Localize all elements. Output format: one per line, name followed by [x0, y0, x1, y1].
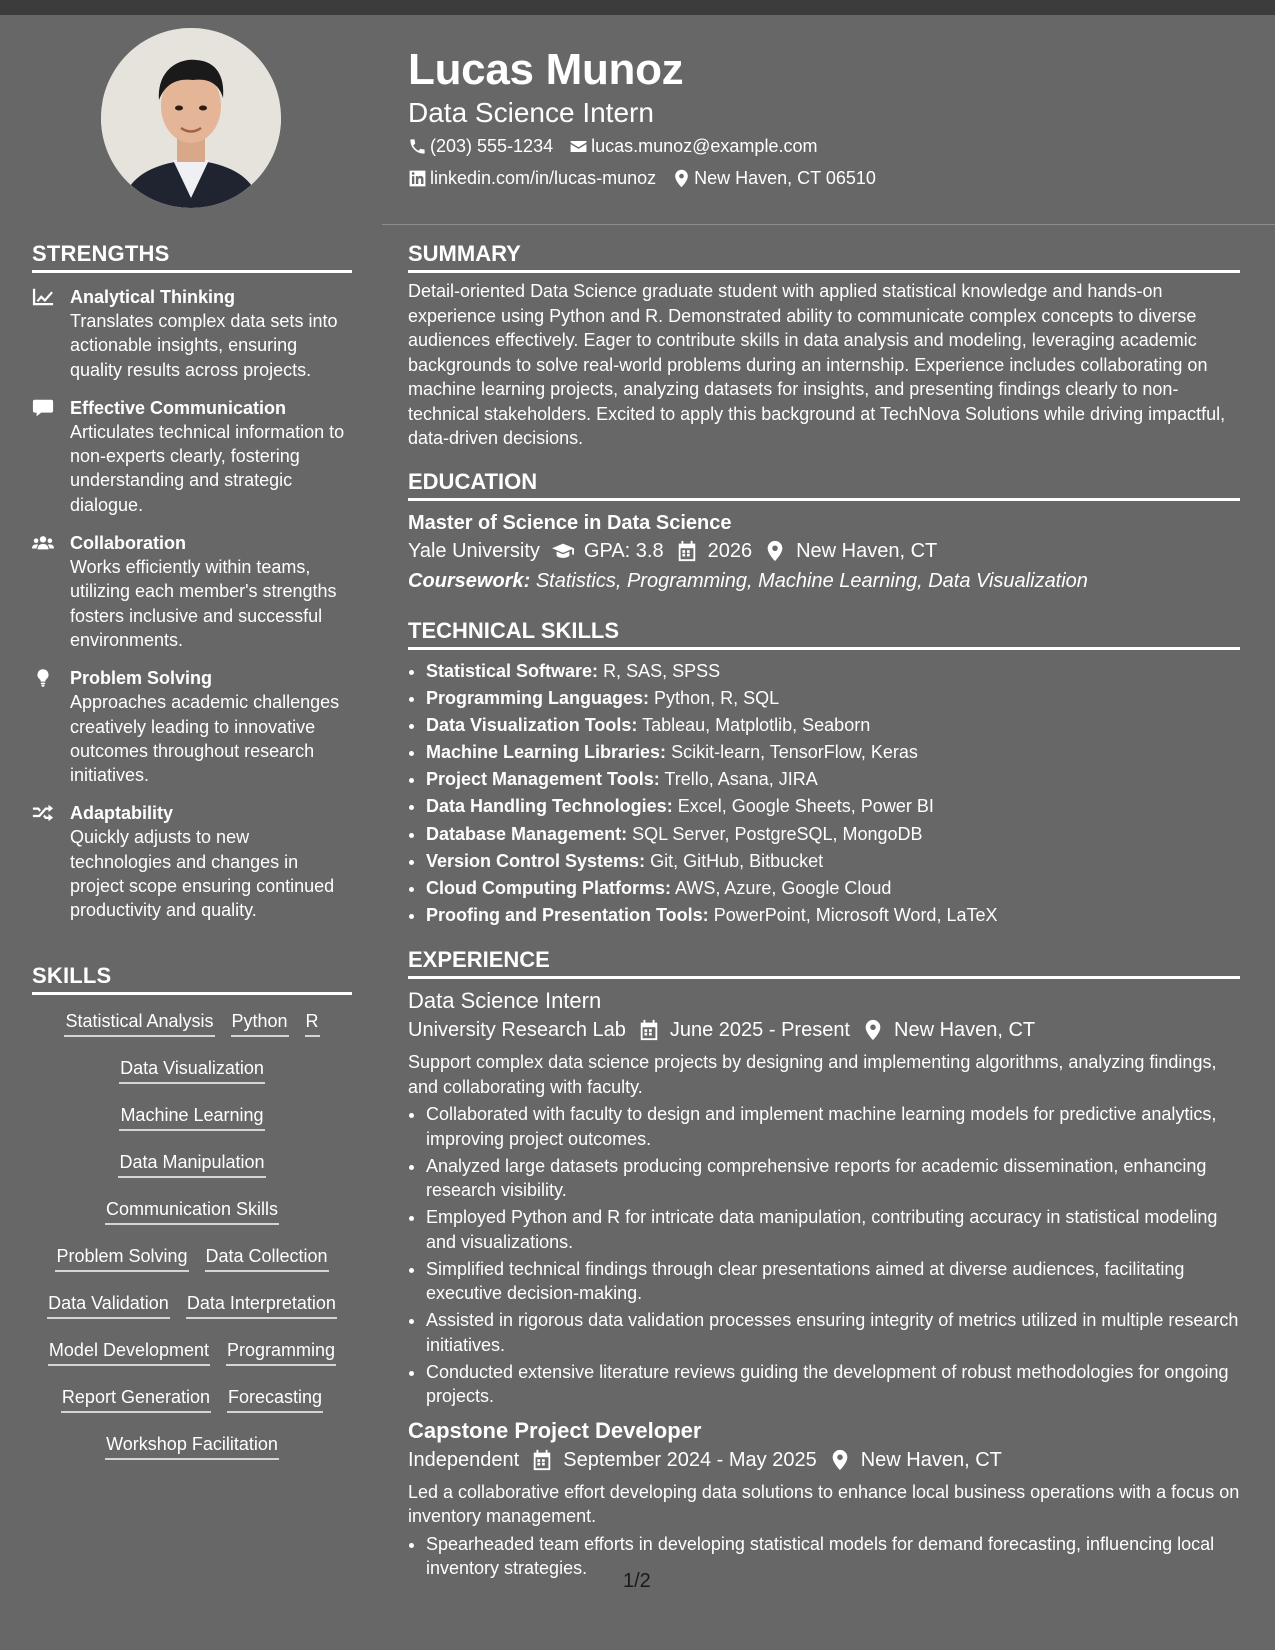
skill-label: Proofing and Presentation Tools:	[426, 904, 709, 925]
linkedin-text[interactable]: linkedin.com/in/lucas-munoz	[430, 168, 657, 188]
skill-chip: Problem Solving	[55, 1244, 188, 1272]
skill-chip: Statistical Analysis	[64, 1009, 214, 1037]
experience-heading: EXPERIENCE	[408, 947, 1240, 979]
skill-value: AWS, Azure, Google Cloud	[675, 877, 892, 898]
lightbulb-icon	[32, 666, 70, 787]
school-text: Yale University	[408, 540, 540, 562]
skill-chip: Machine Learning	[119, 1103, 264, 1131]
strength-item	[32, 666, 352, 787]
skill-value: Tableau, Matplotlib, Seaborn	[642, 715, 871, 736]
email-text[interactable]: lucas.munoz@example.com	[591, 136, 818, 156]
contact-row	[408, 162, 1228, 194]
skill-chip: Programming	[226, 1338, 336, 1366]
strength-item	[32, 531, 352, 652]
list-item	[426, 875, 1240, 902]
skills-heading: SKILLS	[32, 963, 352, 995]
location-text: New Haven, CT	[860, 1448, 1002, 1471]
coursework-label: Coursework:	[408, 570, 531, 592]
graduation-year	[676, 536, 753, 566]
job-entry	[408, 1417, 1240, 1581]
list-item: • Simplified technical findings through clear presentations aimed at diverse audiences, facilitating executive decision-making.	[426, 1257, 1240, 1306]
job-meta	[408, 1015, 1240, 1045]
location-text: New Haven, CT	[796, 540, 938, 562]
phone-icon	[408, 137, 427, 156]
job-entry	[408, 987, 1240, 1409]
list-item	[426, 658, 1240, 685]
linkedin-icon	[408, 169, 427, 188]
list-item: • Spearheaded team efforts in developing statistical models for demand forecasting, influencing local inventory strategies.	[426, 1532, 1240, 1581]
skill-value: SQL Server, PostgreSQL, MongoDB	[632, 823, 923, 844]
phone-contact	[408, 130, 553, 162]
degree-title: Master of Science in Data Science	[408, 512, 732, 534]
list-item	[426, 902, 1240, 929]
education-location	[764, 536, 937, 566]
strength-description: Works efficiently within teams, utilizing each member's strengths fosters inclusive and successful environments.	[70, 557, 337, 650]
list-item	[426, 739, 1240, 766]
technical-skills-section	[408, 618, 1240, 929]
dates-text: June 2025 - Present	[669, 1019, 850, 1041]
skill-label: Machine Learning Libraries:	[426, 742, 667, 763]
job-bullets	[408, 1102, 1240, 1409]
location-contact	[672, 162, 876, 194]
calendar-icon	[531, 1449, 553, 1471]
strengths-heading: STRENGTHS	[32, 241, 352, 273]
skill-chip: Report Generation	[61, 1385, 211, 1413]
contact-row	[408, 130, 1228, 162]
strength-item	[32, 801, 352, 922]
calendar-icon	[676, 540, 698, 562]
list-item	[426, 685, 1240, 712]
top-bar	[0, 0, 1275, 15]
strength-title: Analytical Thinking	[70, 287, 236, 307]
list-item	[426, 712, 1240, 739]
job-bullets	[408, 1532, 1240, 1581]
skill-label: Cloud Computing Platforms:	[426, 877, 671, 898]
linkedin-contact[interactable]	[408, 162, 656, 194]
job-title: Data Science Intern	[408, 988, 602, 1013]
email-contact[interactable]	[569, 130, 817, 162]
map-pin-icon	[672, 169, 691, 188]
map-pin-icon	[829, 1449, 851, 1471]
strength-item	[32, 396, 352, 517]
skill-chip: R	[305, 1009, 320, 1037]
skill-value: PowerPoint, Microsoft Word, LaTeX	[713, 904, 998, 925]
skill-value: Scikit-learn, TensorFlow, Keras	[671, 742, 918, 763]
strength-title: Problem Solving	[70, 668, 213, 689]
list-item: • Collaborated with faculty to design and implement machine learning models for predictive analytics, improving project outcomes.	[426, 1102, 1240, 1151]
job-location	[829, 1445, 1002, 1475]
list-item: • Conducted extensive literature reviews guiding the development of robust methodologies for ongoing projects.	[426, 1360, 1240, 1409]
skill-label: Version Control Systems:	[426, 850, 646, 871]
chart-line-icon	[32, 285, 70, 382]
skill-chip: Data Visualization	[119, 1056, 265, 1084]
job-org	[408, 1015, 626, 1045]
strength-description: Quickly adjusts to new technologies and changes in project scope ensuring continued productivity and quality.	[70, 827, 335, 921]
skill-value: Python, R, SQL	[654, 688, 780, 709]
skill-chip: Communication Skills	[105, 1197, 279, 1225]
calendar-icon	[638, 1019, 660, 1041]
technical-skills-heading: TECHNICAL SKILLS	[408, 618, 1240, 650]
profile-photo	[101, 28, 281, 208]
strength-title: Effective Communication	[70, 397, 287, 418]
skill-label: Database Management:	[426, 823, 628, 844]
coursework	[408, 566, 1240, 596]
technical-skills-list	[408, 658, 1240, 929]
skill-value: Excel, Google Sheets, Power BI	[677, 796, 934, 817]
skills-section	[32, 963, 352, 1479]
skill-chip: Data Interpretation	[186, 1291, 337, 1319]
education-section	[408, 469, 1240, 596]
skill-label: Data Visualization Tools:	[426, 715, 638, 736]
job-org	[408, 1445, 519, 1475]
strengths-section	[32, 241, 352, 923]
skill-chip: Data Manipulation	[118, 1150, 265, 1178]
summary-section	[408, 241, 1240, 451]
skill-label: Statistical Software:	[426, 661, 599, 681]
envelope-icon	[569, 137, 588, 156]
strength-title: Adaptability	[70, 803, 174, 824]
skill-chip: Python	[231, 1009, 289, 1037]
skill-label: Programming Languages:	[426, 688, 650, 709]
strength-description: Articulates technical information to non-experts clearly, fostering understanding and strategic dialogue.	[70, 421, 345, 515]
page-number: 1/2	[623, 1570, 651, 1592]
job-description: Led a collaborative effort developing data solutions to enhance local business operations with a focus on inventory management.	[408, 1481, 1240, 1526]
list-item: • Analyzed large datasets producing comprehensive reports for academic dissemination, enhancing research visibility.	[426, 1154, 1240, 1203]
strength-description: Translates complex data sets into actionable insights, ensuring quality results across projects.	[70, 311, 338, 380]
strength-item	[32, 285, 352, 382]
job-title: Capstone Project Developer	[408, 1417, 702, 1443]
list-item: • Employed Python and R for intricate data manipulation, contributing accuracy in statistical modeling and visualizations.	[426, 1205, 1240, 1254]
strength-description: Approaches academic challenges creatively leading to innovative outcomes throughout research initiatives.	[70, 692, 340, 786]
candidate-name: Lucas Munoz	[408, 45, 684, 94]
gpa-text: GPA: 3.8	[583, 540, 664, 562]
phone-text: (203) 555-1234	[430, 136, 554, 156]
list-item	[426, 766, 1240, 793]
strength-title: Collaboration	[70, 533, 186, 554]
skill-chip: Data Validation	[47, 1291, 170, 1319]
location-text: New Haven, CT	[894, 1019, 1036, 1041]
users-icon	[32, 531, 70, 652]
school-name	[408, 536, 540, 566]
list-item	[426, 821, 1240, 848]
skills-list	[32, 1009, 352, 1479]
comment-icon	[32, 396, 70, 517]
summary-text: Detail-oriented Data Science graduate student with applied statistical knowledge and hands-on experience using Python and R. Demonstrated ability to communicate complex concepts to diverse audiences effectively. Eager to contribute skills in data analysis and modeling, leveraging academic backgrounds to solve real-world problems during an internship. Experience includes collaborating on machine learning projects, analyzing datasets for insights, and presenting findings clearly to non-technical stakeholders. Excited to apply this background at TechNova Solutions while driving impactful, data-driven decisions.	[408, 281, 1226, 448]
list-item	[426, 848, 1240, 875]
skill-chip: Forecasting	[227, 1385, 323, 1413]
map-pin-icon	[862, 1019, 884, 1041]
summary-heading: SUMMARY	[408, 241, 1240, 273]
org-text: Independent	[408, 1448, 520, 1471]
job-meta	[408, 1445, 1240, 1475]
skill-value: R, SAS, SPSS	[603, 661, 721, 681]
education-meta	[408, 536, 1240, 566]
skill-value: Git, GitHub, Bitbucket	[650, 850, 824, 871]
shuffle-icon	[32, 801, 70, 922]
org-text: University Research Lab	[408, 1019, 626, 1041]
coursework-text: Statistics, Programming, Machine Learning, Data Visualization	[535, 570, 1088, 592]
experience-section	[408, 947, 1240, 1583]
skill-value: Trello, Asana, JIRA	[664, 769, 818, 790]
year-text: 2026	[707, 540, 753, 562]
job-dates	[638, 1015, 850, 1045]
gpa	[552, 536, 664, 566]
skill-chip: Data Collection	[205, 1244, 329, 1272]
resume-header	[408, 44, 1228, 194]
header-divider	[382, 224, 1275, 225]
job-description: Support complex data science projects by designing and implementing algorithms, analyzing findings, and collaborating with faculty.	[408, 1052, 1217, 1097]
candidate-title: Data Science Intern	[408, 97, 654, 128]
skill-label: Project Management Tools:	[426, 769, 660, 790]
list-item: • Assisted in rigorous data validation processes ensuring integrity of metrics utilized in multiple research initiatives.	[426, 1308, 1240, 1357]
skill-label: Data Handling Technologies:	[426, 796, 673, 817]
skill-chip: Workshop Facilitation	[105, 1432, 279, 1460]
job-dates	[531, 1445, 817, 1475]
map-pin-icon	[764, 540, 786, 562]
graduation-cap-icon	[552, 540, 574, 562]
dates-text: September 2024 - May 2025	[563, 1448, 817, 1471]
location-text: New Haven, CT 06510	[694, 168, 876, 188]
list-item	[426, 793, 1240, 820]
education-heading: EDUCATION	[408, 469, 1240, 501]
job-location	[862, 1015, 1035, 1045]
skill-chip: Model Development	[48, 1338, 210, 1366]
